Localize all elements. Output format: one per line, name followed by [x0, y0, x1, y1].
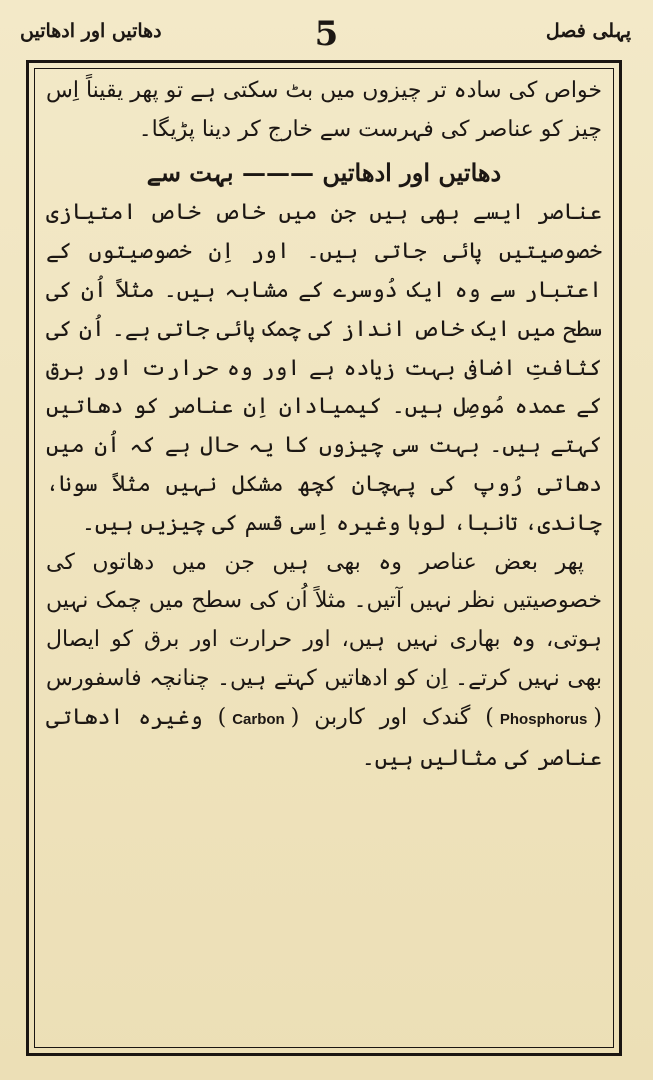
page-body: [46, 72, 602, 778]
paragraph-1: خواص کی سادہ تر چیزوں میں بٹ سکتی ہے تو پھر یقیناً اِس چیز کو عناصر کی فہرست سے خارج کر دینا پڑیگا۔: [46, 78, 602, 142]
carbon-term: Carbon: [232, 710, 285, 728]
paragraph-3-text-c: ) وغیرہ ادھاتی عناصر کی مثالیں ہیں۔: [46, 704, 602, 771]
paragraph-3: [46, 544, 602, 779]
page-number: 5: [314, 14, 339, 54]
section-heading: دھاتیں اور ادھاتیں ——— بہت سے: [146, 157, 502, 187]
running-title-right: پہلی فصل: [545, 20, 631, 42]
running-title-left: دھاتیں اور ادھاتیں: [20, 20, 162, 42]
phosphorus-term: Phosphorus: [499, 710, 588, 728]
paragraph-3-text-a: پھر بعض عناصر وہ بھی ہیں جن میں دھاتوں کی خصوصیتیں نظر نہیں آتیں۔ مثلاً اُن کی سطح میں چمک نہیں ہوتی، وہ بھاری نہیں ہیں، اور حرارت اور برق کو ایصال بھی نہیں کرتے۔ اِن کو ادھاتیں کہتے ہیں۔ چنانچہ فاسفورس (: [46, 549, 602, 730]
paragraph-3-text-b: ) گندک اور کاربن (: [290, 704, 494, 730]
page-header: [14, 14, 639, 58]
paragraph-2: عناصر ایسے بھی ہیں جن میں خاص خاص امتیازی خصوصیتیں پائی جاتی ہیں۔ اور اِن خصوصیتوں کے اعتبار سے وہ ایک دُوسرے کے مشابہ ہیں۔ مثلاً اُن کی سطح میں ایک خاص انداز کی چمک پائی جاتی ہے۔ اُن کی کثافتِ اضافی بہت زیادہ ہے اور وہ حرارت اور برق کے عمدہ مُوصِل ہیں۔ کیمیادان اِن عناصر کو دھاتیں کہتے ہیں۔ بہت سی چیزوں کا یہ حال ہے کہ اُن میں دھاتی رُوپ کی پہچان کچھ مشکل نہیں مثلاً سونا، چاندی، تانبا، لوہا وغیرہ اِسی قسم کی چیزیں ہیں۔: [46, 200, 602, 536]
